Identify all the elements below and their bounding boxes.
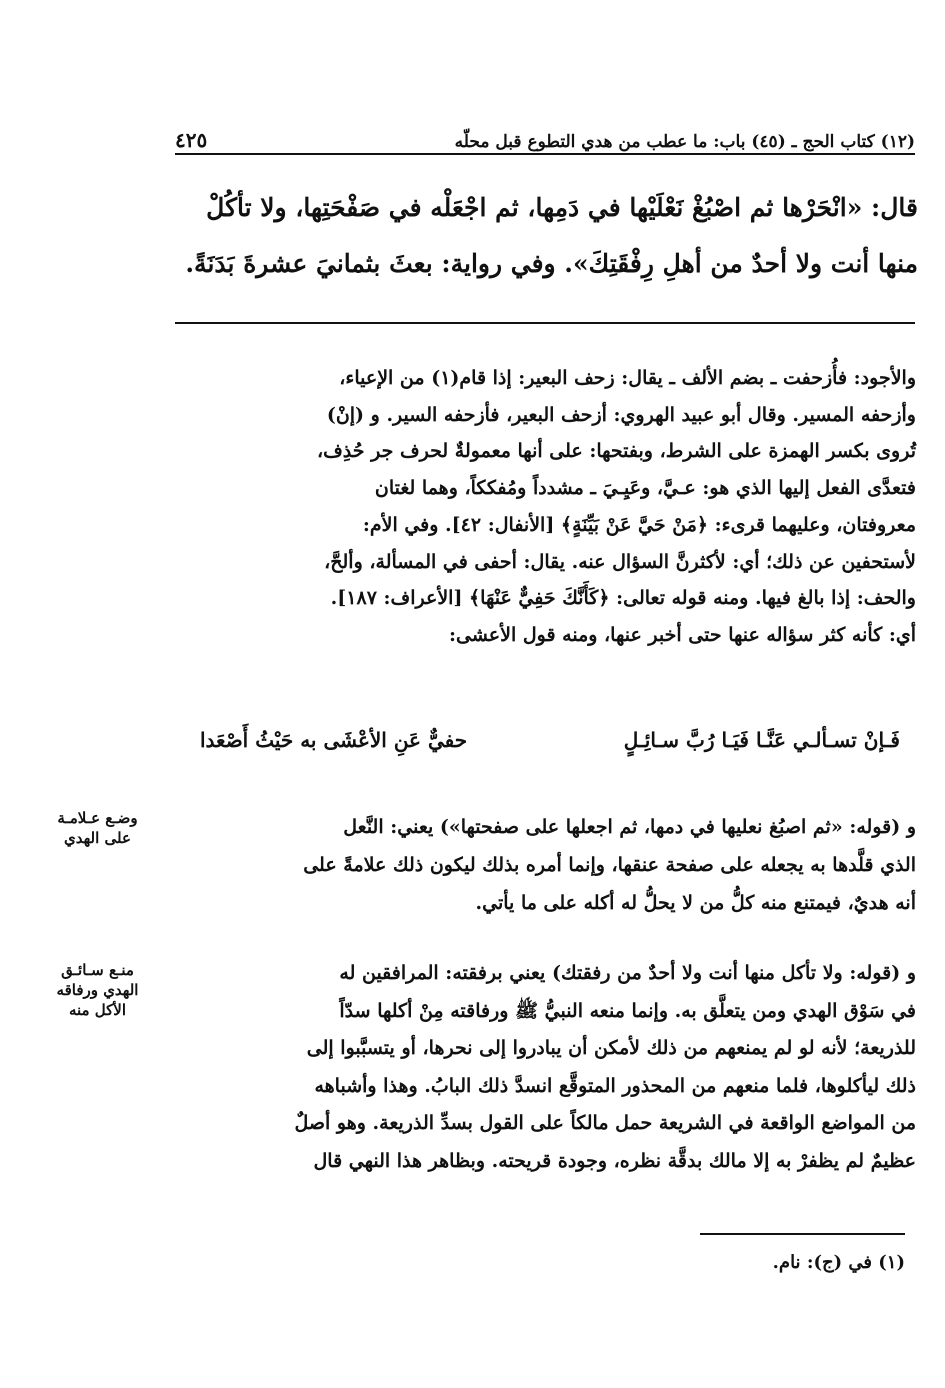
margin-note-line: الأكل منه	[68, 1001, 127, 1019]
page-number: ٤٢٥	[175, 128, 208, 152]
commentary-line: والأجود: فأُزحفت ـ بضم الألف ـ يقال: زحف البعير: إذا قام(١) من الإعياء،	[339, 367, 916, 389]
hadith-text	[170, 180, 918, 292]
paragraph-line: أنه هديٌ، فيمتنع منه كلُّ من لا يحلُّ له أكله على ما يأتي.	[475, 892, 916, 914]
margin-note-line: منـع سـائـق	[61, 961, 134, 979]
paragraph-line: في سَوْق الهدي ومن يتعلَّق به. وإنما منعه النبيُّ ﷺ ورفاقته مِنْ أكلها سدّاً	[339, 999, 916, 1022]
section-divider	[175, 322, 915, 324]
margin-note	[30, 960, 165, 1020]
commentary-line: فتعدَّى الفعل إليها الذي هو: عـيَّ، وعَيِـيَ ـ مشدداً ومُفككاً، وهما لغتان	[374, 477, 916, 500]
paragraph-line: للذريعة؛ لأنه لو لم يمنعهم من ذلك لأمكن أن يبادروا إلى نحرها، أو يتسبَّبوا إلى	[306, 1037, 916, 1060]
margin-note	[30, 808, 165, 848]
page-header	[175, 118, 915, 152]
verse-hemistich-first: فَـإنْ تسـألـي عَنَّـا فَيَـا رُبَّ سـائِـلٍ	[623, 728, 900, 752]
commentary-line: وأزحفه المسير. وقال أبو عبيد الهروي: أزحف البعير، فأزحفه السير. و (إنْ)	[326, 403, 916, 426]
running-title: (١٢) كتاب الحج ـ (٤٥) باب: ما عطب من هدي التطوع قبل محلّه	[454, 132, 915, 152]
margin-note-line: وضـع عـلامـة	[57, 809, 138, 827]
paragraph-line: ذلك ليأكلوها، فلما منعهم من المحذور المتوقَّع انسدَّ ذلك البابُ. وهذا وأشباهه	[314, 1074, 916, 1097]
paragraph-line: الذي قلَّدها به يجعله على صفحة عنقها، وإنما أمره بذلك ليكون ذلك علامةً على	[303, 854, 916, 876]
verse-hemistich-second: حفيٌّ عَنِ الأعْشَى به حَيْثُ أَصْعَدا	[200, 728, 468, 752]
paragraph-line: و (قوله: ولا تأكل منها أنت ولا أحدٌ من رفقتك) يعني برفقته: المرافقين له	[339, 962, 916, 984]
paragraph-line: من المواضع الواقعة في الشريعة حمل مالكاً على القول بسدِّ الذريعة. وهو أصلٌ	[294, 1112, 916, 1135]
commentary-line: لأستحفين عن ذلك؛ أي: لأكثرنَّ السؤال عنه. يقال: أحفى في المسألة، وألحَّ،	[324, 550, 916, 573]
commentary-line: والحف: إذا بالغ فيها. ومنه قوله تعالى: ﴿كَأَنَّكَ حَفِيٌّ عَنْهَا﴾ [الأعراف: ١٨٧].	[330, 587, 916, 610]
footnote: (١) في (ج): نام.	[772, 1252, 905, 1273]
margin-note-line: الهدي ورفاقه	[56, 981, 139, 999]
commentary-line: معروفتان، وعليهما قرىء: ﴿مَنْ حَيَّ عَنْ بَيِّنَةٍ﴾ [الأنفال: ٤٢]. وفي الأم:	[362, 513, 916, 536]
paragraph-line: و (قوله: «ثم اصبُغ نعليها في دمها، ثم اجعلها على صفحتها») يعني: النَّعل	[343, 816, 916, 838]
footnote-rule	[700, 1233, 905, 1235]
hadith-line: منها أنت ولا أحدٌ من أهلِ رِفْقَتِكَ». وفي رواية: بعثَ بثمانيَ عشرةَ بَدَنَةً.	[185, 249, 918, 278]
paragraph-sign-marking	[172, 808, 916, 922]
header-rule	[175, 153, 915, 155]
paragraph-line: عظيمٌ لم يظفرْ به إلا مالك بدقَّة نظره، وجودة قريحته. وبظاهر هذا النهي قال	[313, 1149, 916, 1172]
poetry-verse	[200, 728, 900, 778]
commentary-line: أي: كأنه كثر سؤاله عنها حتى أخبر عنها، ومنه قول الأعشى:	[448, 623, 916, 646]
margin-note-line: على الهدي	[64, 829, 131, 847]
paragraph-prohibition	[172, 955, 916, 1181]
hadith-line: قال: «انْحَرْها ثم اصْبُغْ نَعْلَيْها في دَمِها، ثم اجْعَلْه في صَفْحَتِها، ولا تأكُلْ	[206, 193, 918, 222]
commentary-text	[172, 360, 916, 654]
commentary-line: تُروى بكسر الهمزة على الشرط، وبفتحها: على أنها معمولةٌ لحرف جر حُذِف،	[316, 440, 916, 463]
